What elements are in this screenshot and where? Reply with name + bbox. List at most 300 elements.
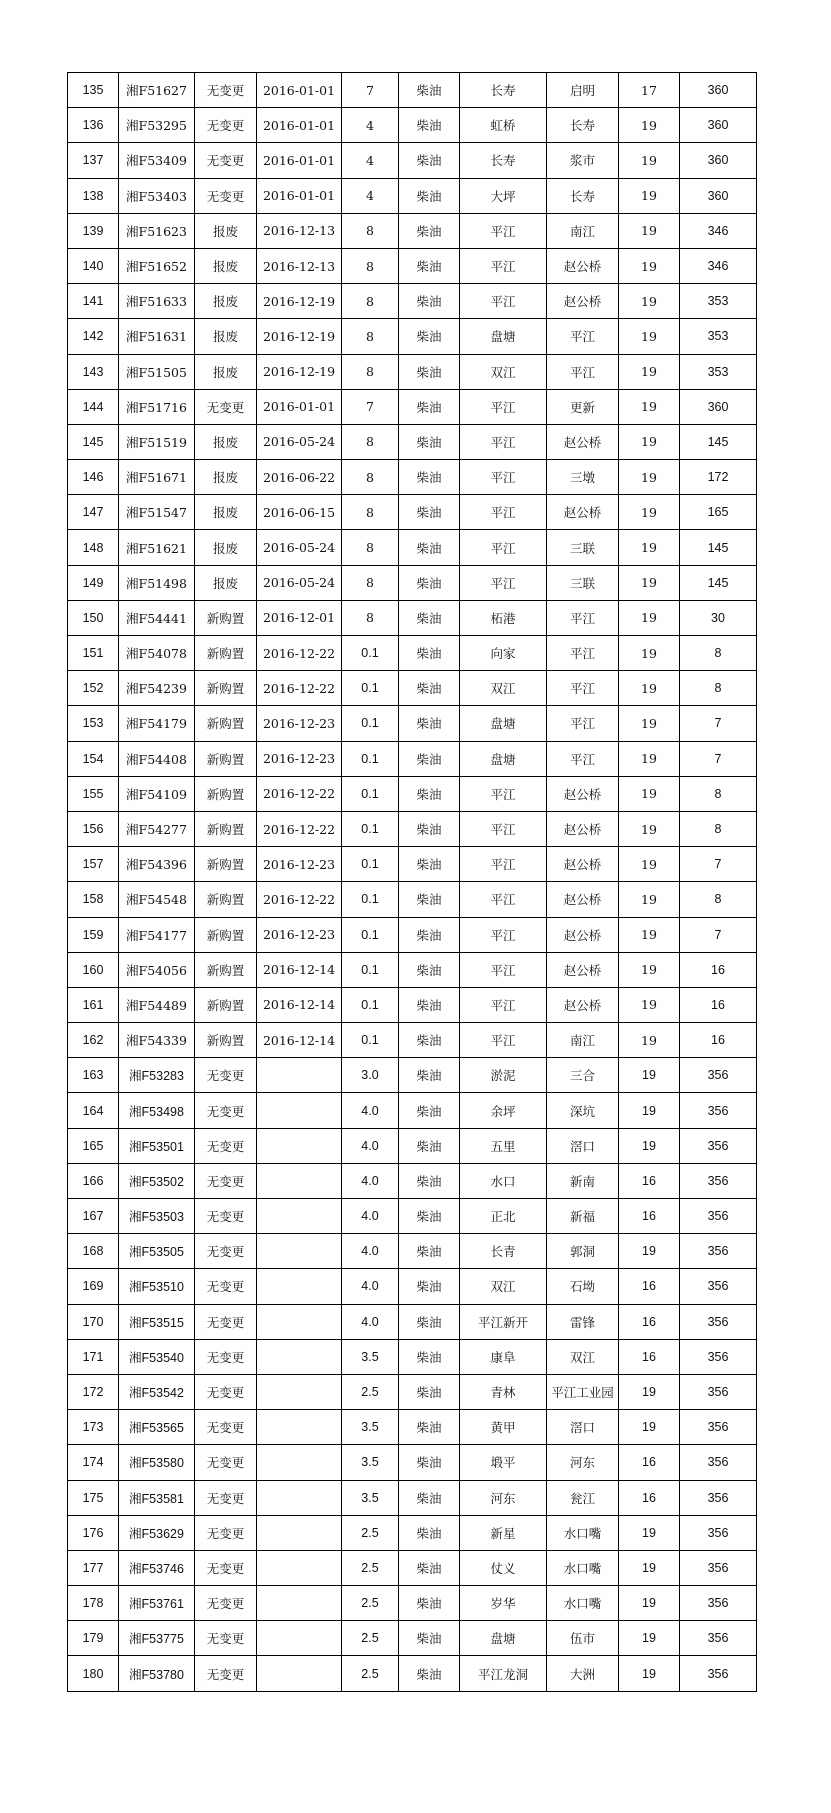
row-number-cell: 175 — [68, 1480, 119, 1515]
change-status-cell: 无变更 — [195, 1058, 257, 1093]
operating-days-cell: 356 — [680, 1515, 757, 1550]
table-row — [68, 1586, 757, 1621]
route-start-cell: 平江 — [460, 917, 547, 952]
fuel-type-cell: 柴油 — [399, 354, 460, 389]
power-value-cell: 0.1 — [342, 636, 399, 671]
route-end-cell: 新福 — [547, 1199, 619, 1234]
fuel-type-cell: 柴油 — [399, 1023, 460, 1058]
route-end-cell: 赵公桥 — [547, 284, 619, 319]
seat-count-cell: 19 — [619, 108, 680, 143]
route-start-cell: 余坪 — [460, 1093, 547, 1128]
power-value-cell: 8 — [342, 460, 399, 495]
route-end-cell: 赵公桥 — [547, 917, 619, 952]
route-end-cell: 水口嘴 — [547, 1515, 619, 1550]
route-start-cell: 平江 — [460, 495, 547, 530]
operating-days-cell: 356 — [680, 1410, 757, 1445]
row-number-cell: 160 — [68, 952, 119, 987]
route-start-cell: 平江 — [460, 1023, 547, 1058]
plate-number-cell: 湘F54277 — [119, 811, 195, 846]
table-row — [68, 460, 757, 495]
change-date-cell: 2016-12-14 — [257, 1023, 342, 1058]
table-row — [68, 1093, 757, 1128]
plate-number-cell: 湘F51716 — [119, 389, 195, 424]
plate-number-cell: 湘F53403 — [119, 178, 195, 213]
change-date-cell: 2016-12-22 — [257, 636, 342, 671]
row-number-cell: 169 — [68, 1269, 119, 1304]
plate-number-cell: 湘F54177 — [119, 917, 195, 952]
change-date-cell: 2016-01-01 — [257, 143, 342, 178]
route-start-cell: 岁华 — [460, 1586, 547, 1621]
row-number-cell: 138 — [68, 178, 119, 213]
change-date-cell: 2016-12-13 — [257, 248, 342, 283]
plate-number-cell: 湘F53565 — [119, 1410, 195, 1445]
table-row — [68, 1515, 757, 1550]
route-start-cell: 平江 — [460, 530, 547, 565]
table-row — [68, 1410, 757, 1445]
seat-count-cell: 19 — [619, 389, 680, 424]
route-end-cell: 伍市 — [547, 1621, 619, 1656]
table-row — [68, 248, 757, 283]
fuel-type-cell: 柴油 — [399, 706, 460, 741]
row-number-cell: 156 — [68, 811, 119, 846]
route-end-cell: 新南 — [547, 1163, 619, 1198]
operating-days-cell: 8 — [680, 671, 757, 706]
fuel-type-cell: 柴油 — [399, 1269, 460, 1304]
fuel-type-cell: 柴油 — [399, 108, 460, 143]
fuel-type-cell: 柴油 — [399, 1058, 460, 1093]
change-date-cell — [257, 1586, 342, 1621]
power-value-cell: 8 — [342, 213, 399, 248]
table-row — [68, 1656, 757, 1691]
route-end-cell: 赵公桥 — [547, 424, 619, 459]
operating-days-cell: 346 — [680, 248, 757, 283]
power-value-cell: 3.0 — [342, 1058, 399, 1093]
route-start-cell: 新星 — [460, 1515, 547, 1550]
change-date-cell: 2016-05-24 — [257, 530, 342, 565]
change-status-cell: 新购置 — [195, 776, 257, 811]
row-number-cell: 170 — [68, 1304, 119, 1339]
route-end-cell: 赵公桥 — [547, 952, 619, 987]
seat-count-cell: 16 — [619, 1445, 680, 1480]
plate-number-cell: 湘F51623 — [119, 213, 195, 248]
change-status-cell: 无变更 — [195, 1515, 257, 1550]
plate-number-cell: 湘F51631 — [119, 319, 195, 354]
plate-number-cell: 湘F53629 — [119, 1515, 195, 1550]
table-row — [68, 1234, 757, 1269]
row-number-cell: 144 — [68, 389, 119, 424]
route-start-cell: 平江龙洞 — [460, 1656, 547, 1691]
power-value-cell: 0.1 — [342, 987, 399, 1022]
operating-days-cell: 8 — [680, 636, 757, 671]
change-status-cell: 报废 — [195, 248, 257, 283]
table-row — [68, 530, 757, 565]
change-date-cell: 2016-12-23 — [257, 917, 342, 952]
power-value-cell: 4 — [342, 178, 399, 213]
operating-days-cell: 356 — [680, 1586, 757, 1621]
route-start-cell: 向家 — [460, 636, 547, 671]
power-value-cell: 2.5 — [342, 1374, 399, 1409]
fuel-type-cell: 柴油 — [399, 1656, 460, 1691]
operating-days-cell: 145 — [680, 565, 757, 600]
fuel-type-cell: 柴油 — [399, 987, 460, 1022]
change-status-cell: 新购置 — [195, 600, 257, 635]
operating-days-cell: 16 — [680, 987, 757, 1022]
seat-count-cell: 19 — [619, 495, 680, 530]
fuel-type-cell: 柴油 — [399, 1480, 460, 1515]
fuel-type-cell: 柴油 — [399, 565, 460, 600]
plate-number-cell: 湘F53746 — [119, 1550, 195, 1585]
seat-count-cell: 16 — [619, 1480, 680, 1515]
route-start-cell: 正北 — [460, 1199, 547, 1234]
power-value-cell: 0.1 — [342, 952, 399, 987]
change-date-cell: 2016-06-15 — [257, 495, 342, 530]
operating-days-cell: 172 — [680, 460, 757, 495]
row-number-cell: 152 — [68, 671, 119, 706]
plate-number-cell: 湘F51519 — [119, 424, 195, 459]
plate-number-cell: 湘F54548 — [119, 882, 195, 917]
row-number-cell: 180 — [68, 1656, 119, 1691]
change-status-cell: 新购置 — [195, 741, 257, 776]
operating-days-cell: 356 — [680, 1621, 757, 1656]
fuel-type-cell: 柴油 — [399, 248, 460, 283]
route-end-cell: 深坑 — [547, 1093, 619, 1128]
plate-number-cell: 湘F53761 — [119, 1586, 195, 1621]
change-status-cell: 新购置 — [195, 847, 257, 882]
route-end-cell: 郭洞 — [547, 1234, 619, 1269]
plate-number-cell: 湘F53502 — [119, 1163, 195, 1198]
seat-count-cell: 19 — [619, 917, 680, 952]
change-date-cell — [257, 1374, 342, 1409]
operating-days-cell: 356 — [680, 1656, 757, 1691]
table-row — [68, 1304, 757, 1339]
seat-count-cell: 19 — [619, 460, 680, 495]
fuel-type-cell: 柴油 — [399, 389, 460, 424]
table-row — [68, 73, 757, 108]
seat-count-cell: 19 — [619, 776, 680, 811]
seat-count-cell: 19 — [619, 741, 680, 776]
change-date-cell — [257, 1621, 342, 1656]
seat-count-cell: 16 — [619, 1339, 680, 1374]
table-row — [68, 636, 757, 671]
route-end-cell: 三合 — [547, 1058, 619, 1093]
power-value-cell: 7 — [342, 73, 399, 108]
fuel-type-cell: 柴油 — [399, 952, 460, 987]
seat-count-cell: 19 — [619, 1550, 680, 1585]
row-number-cell: 141 — [68, 284, 119, 319]
row-number-cell: 151 — [68, 636, 119, 671]
table-row — [68, 1445, 757, 1480]
change-date-cell: 2016-12-14 — [257, 952, 342, 987]
change-status-cell: 报废 — [195, 460, 257, 495]
route-start-cell: 仗义 — [460, 1550, 547, 1585]
row-number-cell: 159 — [68, 917, 119, 952]
seat-count-cell: 19 — [619, 178, 680, 213]
fuel-type-cell: 柴油 — [399, 495, 460, 530]
power-value-cell: 0.1 — [342, 811, 399, 846]
fuel-type-cell: 柴油 — [399, 178, 460, 213]
operating-days-cell: 356 — [680, 1128, 757, 1163]
change-date-cell: 2016-01-01 — [257, 108, 342, 143]
change-date-cell — [257, 1163, 342, 1198]
operating-days-cell: 8 — [680, 776, 757, 811]
change-status-cell: 无变更 — [195, 1445, 257, 1480]
power-value-cell: 2.5 — [342, 1586, 399, 1621]
row-number-cell: 178 — [68, 1586, 119, 1621]
plate-number-cell: 湘F51671 — [119, 460, 195, 495]
power-value-cell: 4.0 — [342, 1093, 399, 1128]
change-status-cell: 无变更 — [195, 1163, 257, 1198]
route-start-cell: 平江 — [460, 776, 547, 811]
seat-count-cell: 19 — [619, 1410, 680, 1445]
plate-number-cell: 湘F54441 — [119, 600, 195, 635]
row-number-cell: 161 — [68, 987, 119, 1022]
route-start-cell: 盘塘 — [460, 319, 547, 354]
change-status-cell: 报废 — [195, 213, 257, 248]
plate-number-cell: 湘F54408 — [119, 741, 195, 776]
plate-number-cell: 湘F51505 — [119, 354, 195, 389]
route-end-cell: 长寿 — [547, 178, 619, 213]
route-end-cell: 瓮江 — [547, 1480, 619, 1515]
seat-count-cell: 16 — [619, 1199, 680, 1234]
table-row — [68, 213, 757, 248]
route-end-cell: 三联 — [547, 530, 619, 565]
row-number-cell: 150 — [68, 600, 119, 635]
route-end-cell: 三墩 — [547, 460, 619, 495]
change-status-cell: 新购置 — [195, 1023, 257, 1058]
power-value-cell: 8 — [342, 495, 399, 530]
seat-count-cell: 19 — [619, 143, 680, 178]
route-end-cell: 平江工业园 — [547, 1374, 619, 1409]
operating-days-cell: 360 — [680, 178, 757, 213]
route-start-cell: 康阜 — [460, 1339, 547, 1374]
operating-days-cell: 356 — [680, 1304, 757, 1339]
route-end-cell: 平江 — [547, 354, 619, 389]
plate-number-cell: 湘F51627 — [119, 73, 195, 108]
fuel-type-cell: 柴油 — [399, 1621, 460, 1656]
route-end-cell: 河东 — [547, 1445, 619, 1480]
operating-days-cell: 356 — [680, 1269, 757, 1304]
plate-number-cell: 湘F54489 — [119, 987, 195, 1022]
change-status-cell: 报废 — [195, 565, 257, 600]
table-row — [68, 1550, 757, 1585]
route-end-cell: 滘口 — [547, 1410, 619, 1445]
route-start-cell: 虹桥 — [460, 108, 547, 143]
fuel-type-cell: 柴油 — [399, 1445, 460, 1480]
change-date-cell: 2016-12-19 — [257, 319, 342, 354]
operating-days-cell: 356 — [680, 1339, 757, 1374]
table-row — [68, 1621, 757, 1656]
change-status-cell: 无变更 — [195, 1234, 257, 1269]
fuel-type-cell: 柴油 — [399, 284, 460, 319]
change-date-cell: 2016-12-23 — [257, 741, 342, 776]
table-row — [68, 987, 757, 1022]
operating-days-cell: 360 — [680, 143, 757, 178]
change-status-cell: 无变更 — [195, 1656, 257, 1691]
route-end-cell: 平江 — [547, 319, 619, 354]
power-value-cell: 3.5 — [342, 1445, 399, 1480]
route-start-cell: 长青 — [460, 1234, 547, 1269]
table-row — [68, 354, 757, 389]
plate-number-cell: 湘F53505 — [119, 1234, 195, 1269]
route-end-cell: 长寿 — [547, 108, 619, 143]
operating-days-cell: 7 — [680, 706, 757, 741]
seat-count-cell: 19 — [619, 248, 680, 283]
fuel-type-cell: 柴油 — [399, 600, 460, 635]
operating-days-cell: 360 — [680, 389, 757, 424]
change-date-cell — [257, 1199, 342, 1234]
change-date-cell — [257, 1550, 342, 1585]
plate-number-cell: 湘F54239 — [119, 671, 195, 706]
fuel-type-cell: 柴油 — [399, 460, 460, 495]
route-start-cell: 平江 — [460, 847, 547, 882]
plate-number-cell: 湘F53503 — [119, 1199, 195, 1234]
change-date-cell — [257, 1515, 342, 1550]
route-start-cell: 塅平 — [460, 1445, 547, 1480]
seat-count-cell: 19 — [619, 530, 680, 565]
seat-count-cell: 19 — [619, 882, 680, 917]
change-date-cell — [257, 1093, 342, 1128]
plate-number-cell: 湘F53581 — [119, 1480, 195, 1515]
power-value-cell: 4.0 — [342, 1163, 399, 1198]
change-date-cell: 2016-12-14 — [257, 987, 342, 1022]
fuel-type-cell: 柴油 — [399, 636, 460, 671]
route-end-cell: 南江 — [547, 1023, 619, 1058]
row-number-cell: 176 — [68, 1515, 119, 1550]
fuel-type-cell: 柴油 — [399, 1515, 460, 1550]
route-start-cell: 长寿 — [460, 143, 547, 178]
table-row — [68, 1023, 757, 1058]
route-end-cell: 赵公桥 — [547, 248, 619, 283]
seat-count-cell: 19 — [619, 600, 680, 635]
plate-number-cell: 湘F54078 — [119, 636, 195, 671]
route-end-cell: 赵公桥 — [547, 811, 619, 846]
route-end-cell: 平江 — [547, 636, 619, 671]
change-date-cell — [257, 1304, 342, 1339]
table-row — [68, 1163, 757, 1198]
row-number-cell: 167 — [68, 1199, 119, 1234]
change-status-cell: 报废 — [195, 530, 257, 565]
change-status-cell: 新购置 — [195, 811, 257, 846]
table-row — [68, 1339, 757, 1374]
fuel-type-cell: 柴油 — [399, 73, 460, 108]
plate-number-cell: 湘F53283 — [119, 1058, 195, 1093]
operating-days-cell: 356 — [680, 1093, 757, 1128]
power-value-cell: 4.0 — [342, 1234, 399, 1269]
change-date-cell: 2016-06-22 — [257, 460, 342, 495]
operating-days-cell: 360 — [680, 108, 757, 143]
seat-count-cell: 19 — [619, 284, 680, 319]
row-number-cell: 163 — [68, 1058, 119, 1093]
change-date-cell: 2016-12-22 — [257, 882, 342, 917]
seat-count-cell: 19 — [619, 565, 680, 600]
fuel-type-cell: 柴油 — [399, 1199, 460, 1234]
fuel-type-cell: 柴油 — [399, 882, 460, 917]
table-row — [68, 319, 757, 354]
route-end-cell: 平江 — [547, 600, 619, 635]
operating-days-cell: 356 — [680, 1234, 757, 1269]
change-date-cell — [257, 1058, 342, 1093]
route-start-cell: 河东 — [460, 1480, 547, 1515]
route-start-cell: 平江 — [460, 987, 547, 1022]
fuel-type-cell: 柴油 — [399, 1163, 460, 1198]
power-value-cell: 0.1 — [342, 917, 399, 952]
row-number-cell: 174 — [68, 1445, 119, 1480]
table-row — [68, 741, 757, 776]
fuel-type-cell: 柴油 — [399, 1374, 460, 1409]
row-number-cell: 149 — [68, 565, 119, 600]
row-number-cell: 154 — [68, 741, 119, 776]
change-date-cell: 2016-12-22 — [257, 811, 342, 846]
row-number-cell: 136 — [68, 108, 119, 143]
row-number-cell: 179 — [68, 1621, 119, 1656]
change-date-cell — [257, 1410, 342, 1445]
plate-number-cell: 湘F51621 — [119, 530, 195, 565]
change-status-cell: 报废 — [195, 495, 257, 530]
plate-number-cell: 湘F53501 — [119, 1128, 195, 1163]
plate-number-cell: 湘F53510 — [119, 1269, 195, 1304]
operating-days-cell: 356 — [680, 1058, 757, 1093]
change-status-cell: 无变更 — [195, 389, 257, 424]
fuel-type-cell: 柴油 — [399, 424, 460, 459]
change-status-cell: 报废 — [195, 319, 257, 354]
row-number-cell: 158 — [68, 882, 119, 917]
row-number-cell: 137 — [68, 143, 119, 178]
route-end-cell: 赵公桥 — [547, 847, 619, 882]
table-row — [68, 847, 757, 882]
table-row — [68, 952, 757, 987]
row-number-cell: 172 — [68, 1374, 119, 1409]
table-row — [68, 1058, 757, 1093]
operating-days-cell: 8 — [680, 811, 757, 846]
seat-count-cell: 16 — [619, 1269, 680, 1304]
plate-number-cell: 湘F53498 — [119, 1093, 195, 1128]
power-value-cell: 3.5 — [342, 1410, 399, 1445]
row-number-cell: 148 — [68, 530, 119, 565]
change-date-cell — [257, 1339, 342, 1374]
power-value-cell: 8 — [342, 354, 399, 389]
seat-count-cell: 19 — [619, 1656, 680, 1691]
route-end-cell: 赵公桥 — [547, 776, 619, 811]
plate-number-cell: 湘F51498 — [119, 565, 195, 600]
table-row — [68, 600, 757, 635]
route-start-cell: 平江 — [460, 213, 547, 248]
power-value-cell: 2.5 — [342, 1550, 399, 1585]
seat-count-cell: 19 — [619, 671, 680, 706]
route-start-cell: 平江 — [460, 284, 547, 319]
route-start-cell: 双江 — [460, 354, 547, 389]
plate-number-cell: 湘F53542 — [119, 1374, 195, 1409]
route-end-cell: 水口嘴 — [547, 1550, 619, 1585]
row-number-cell: 168 — [68, 1234, 119, 1269]
table-row — [68, 424, 757, 459]
change-status-cell: 无变更 — [195, 1550, 257, 1585]
operating-days-cell: 8 — [680, 882, 757, 917]
route-end-cell: 启明 — [547, 73, 619, 108]
route-start-cell: 平江 — [460, 460, 547, 495]
plate-number-cell: 湘F54109 — [119, 776, 195, 811]
change-status-cell: 新购置 — [195, 917, 257, 952]
operating-days-cell: 353 — [680, 319, 757, 354]
table-row — [68, 1269, 757, 1304]
row-number-cell: 177 — [68, 1550, 119, 1585]
change-date-cell: 2016-12-22 — [257, 671, 342, 706]
change-date-cell — [257, 1269, 342, 1304]
change-date-cell — [257, 1234, 342, 1269]
route-end-cell: 浆市 — [547, 143, 619, 178]
change-status-cell: 报废 — [195, 354, 257, 389]
change-status-cell: 无变更 — [195, 1128, 257, 1163]
fuel-type-cell: 柴油 — [399, 1093, 460, 1128]
